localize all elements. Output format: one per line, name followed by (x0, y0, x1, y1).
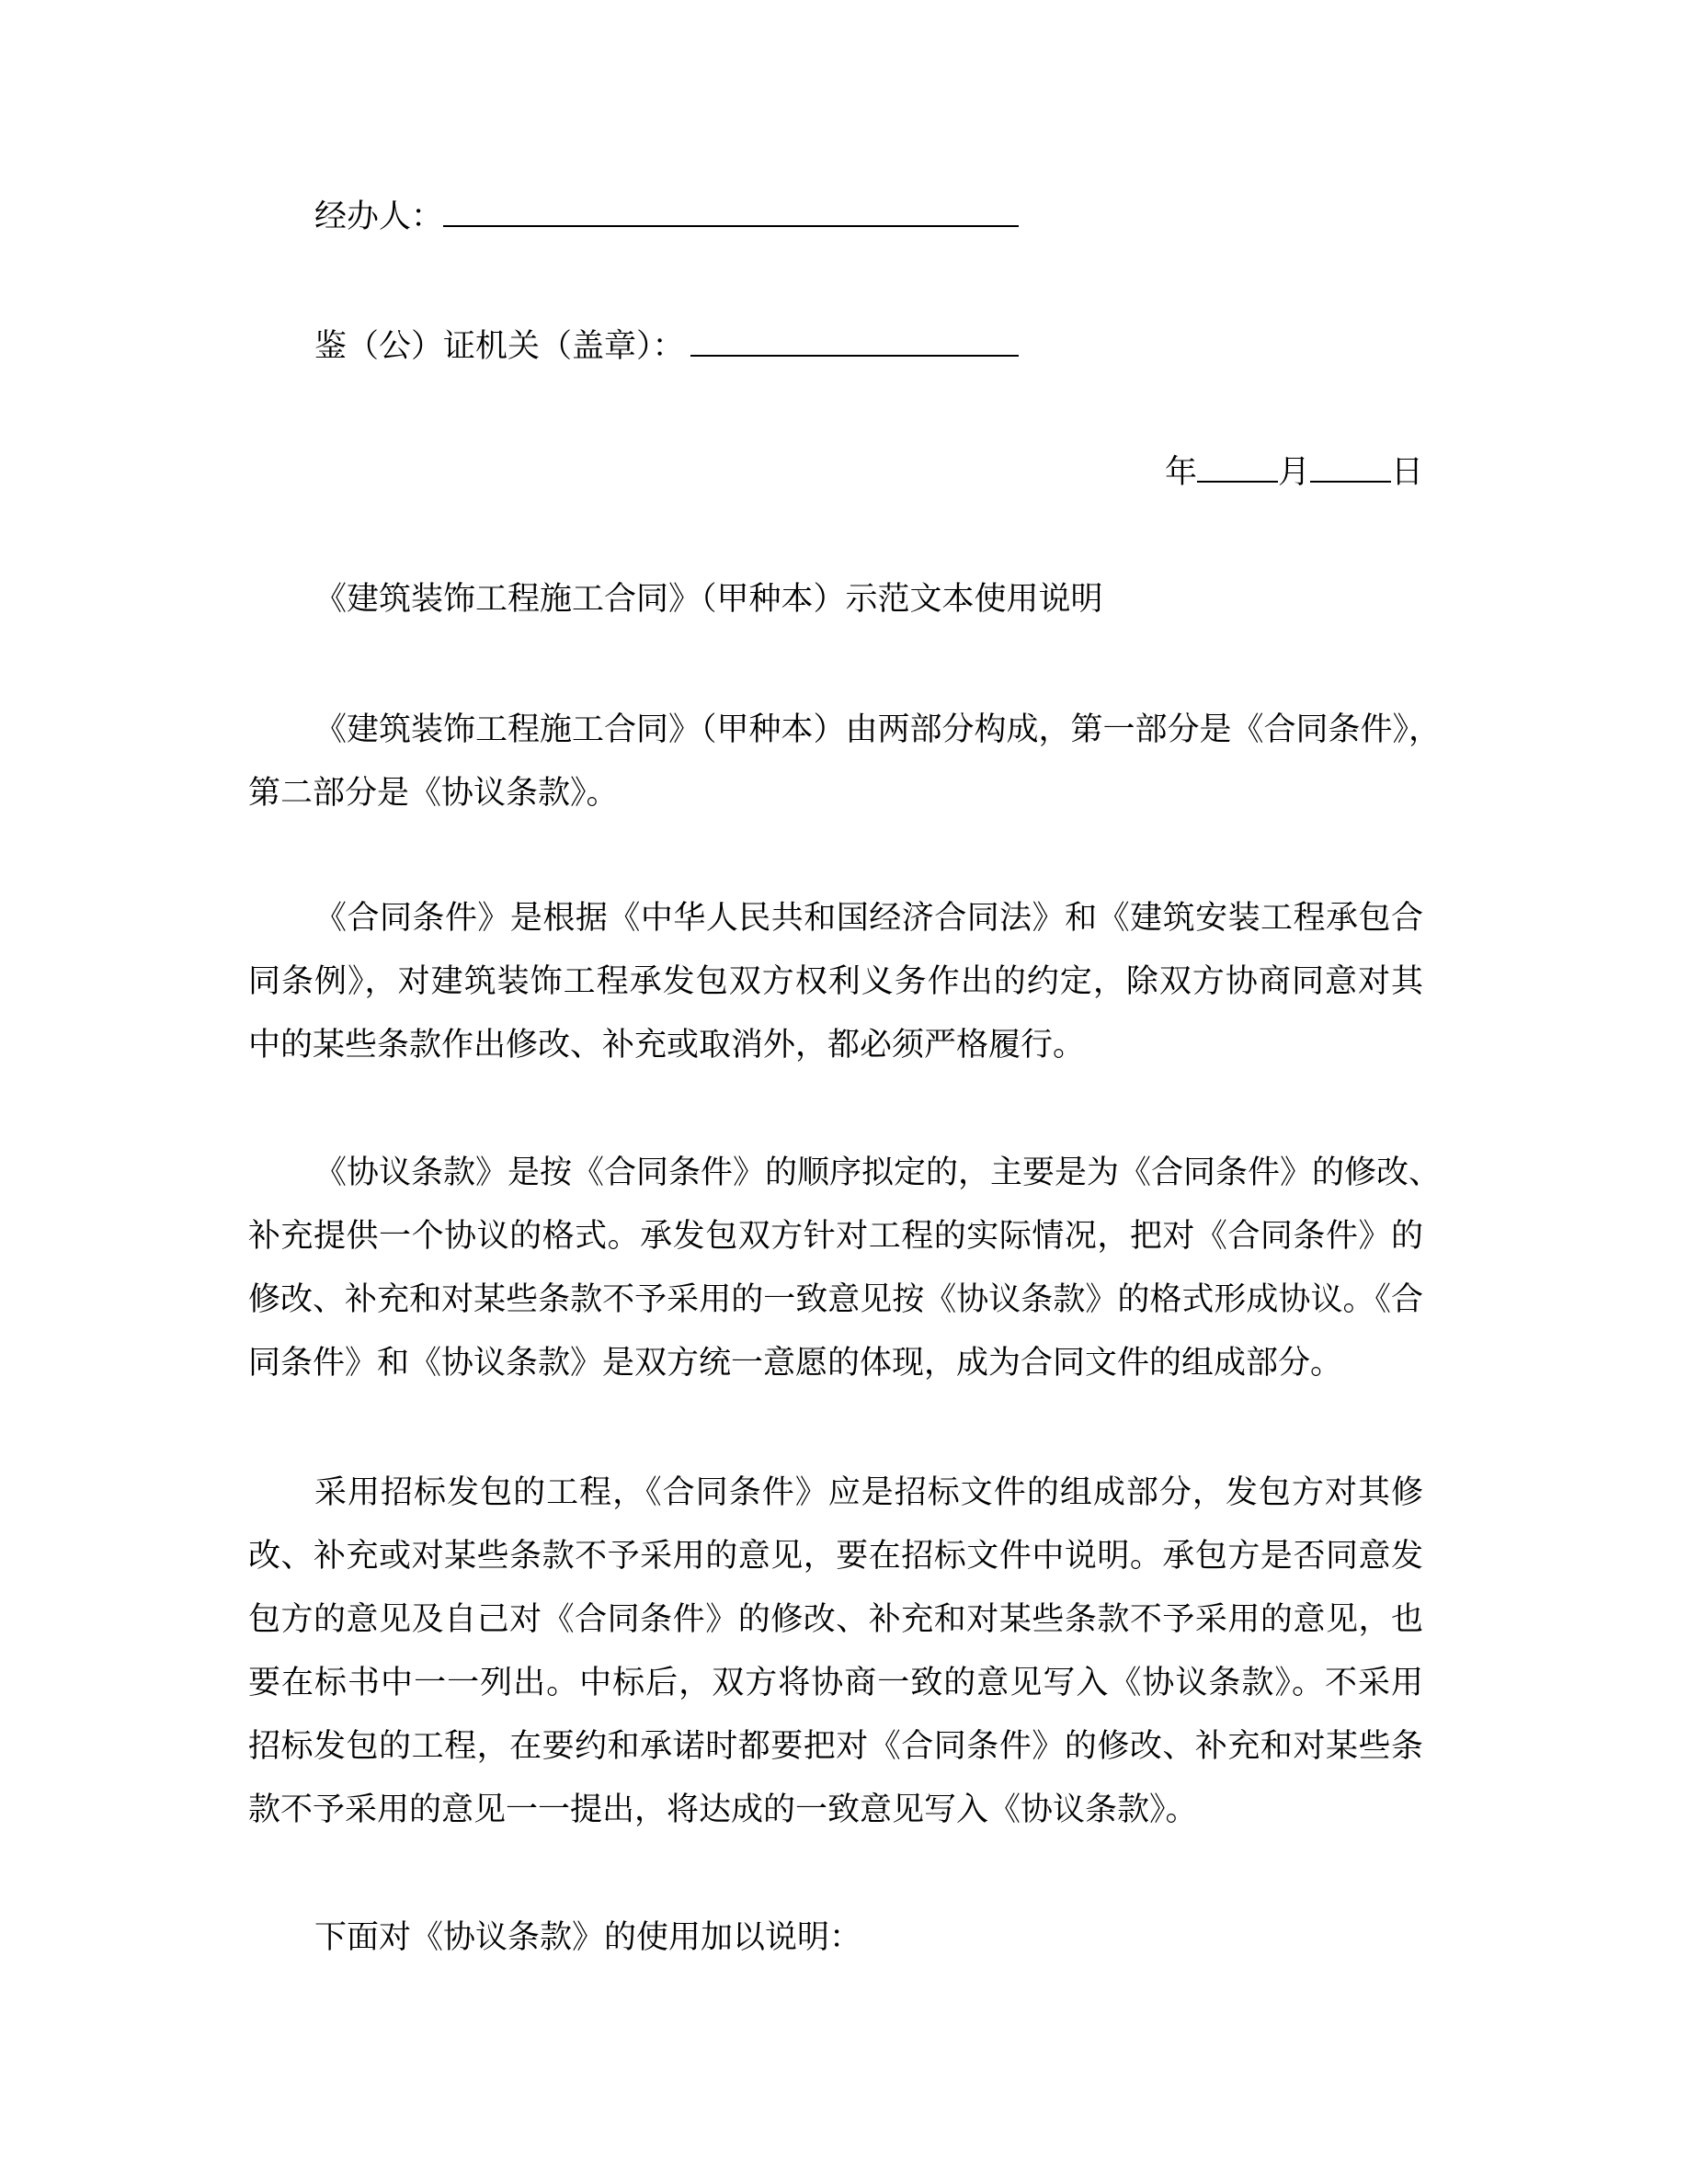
paragraph-line: 《合同条件》是根据《中华人民共和国经济合同法》和《建筑安装工程承包合 (314, 900, 1423, 937)
agent-label: 经办人： (314, 199, 444, 235)
paragraph-line: 招标发包的工程，在要约和承诺时都要把对《合同条件》的修改、补充和对某些条 (248, 1728, 1423, 1765)
paragraph-line: 要在标书中一一列出。中标后，双方将协商一致的意见写入《协议条款》。不采用 (248, 1665, 1423, 1701)
paragraph-line: 中的某些条款作出修改、补充或取消外，都必须严格履行。 (248, 1027, 1086, 1064)
paragraph-line: 修改、补充和对某些条款不予采用的一致意见按《协议条款》的格式形成协议。《合 (248, 1281, 1423, 1318)
paragraph-line: 采用招标发包的工程，《合同条件》应是招标文件的组成部分，发包方对其修 (314, 1474, 1423, 1511)
agent-blank (443, 198, 1019, 227)
paragraph-line: 下面对《协议条款》的使用加以说明： (314, 1919, 862, 1956)
paragraph-line: 第二部分是《协议条款》。 (248, 775, 619, 812)
month-label: 月 (1277, 454, 1310, 491)
paragraph (248, 1142, 1442, 1395)
paragraph-line: 《建筑装饰工程施工合同》（甲种本）由两部分构成，第一部分是《合同条件》， (314, 711, 1442, 748)
notary-blank (690, 327, 1019, 357)
year-label: 年 (1164, 454, 1197, 491)
document-title: 《建筑装饰工程施工合同》（甲种本）示范文本使用说明 (314, 581, 1103, 618)
notary-signature-line (248, 315, 1489, 379)
day-label: 日 (1390, 454, 1423, 491)
paragraph-line: 同条件》和《协议条款》是双方统一意愿的体现，成为合同文件的组成部分。 (248, 1345, 1343, 1382)
paragraph-line: 改、补充或对某些条款不予采用的意见，要在招标文件中说明。承包方是否同意发 (248, 1538, 1423, 1575)
day-blank (1310, 453, 1391, 483)
paragraph-line: 包方的意见及自己对《合同条件》的修改、补充和对某些条款不予采用的意见，也 (248, 1601, 1423, 1638)
paragraph (248, 1906, 1423, 1970)
paragraph-line: 款不予采用的意见一一提出，将达成的一致意见写入《协议条款》。 (248, 1792, 1198, 1828)
paragraph (248, 887, 1423, 1077)
notary-label: 鉴（公）证机关（盖章）： (314, 328, 685, 365)
month-blank (1197, 453, 1278, 483)
paragraph (248, 1462, 1423, 1842)
paragraph (248, 699, 1442, 825)
paragraph-line: 补充提供一个协议的格式。承发包双方针对工程的实际情况，把对《合同条件》的 (248, 1218, 1423, 1255)
paragraph-line: 《协议条款》是按《合同条件》的顺序拟定的，主要是为《合同条件》的修改、 (314, 1155, 1442, 1191)
agent-signature-line (248, 186, 1489, 249)
paragraph-line: 同条例》，对建筑装饰工程承发包双方权利义务作出的约定，除双方协商同意对其 (248, 963, 1423, 1000)
date-line (248, 441, 1423, 505)
